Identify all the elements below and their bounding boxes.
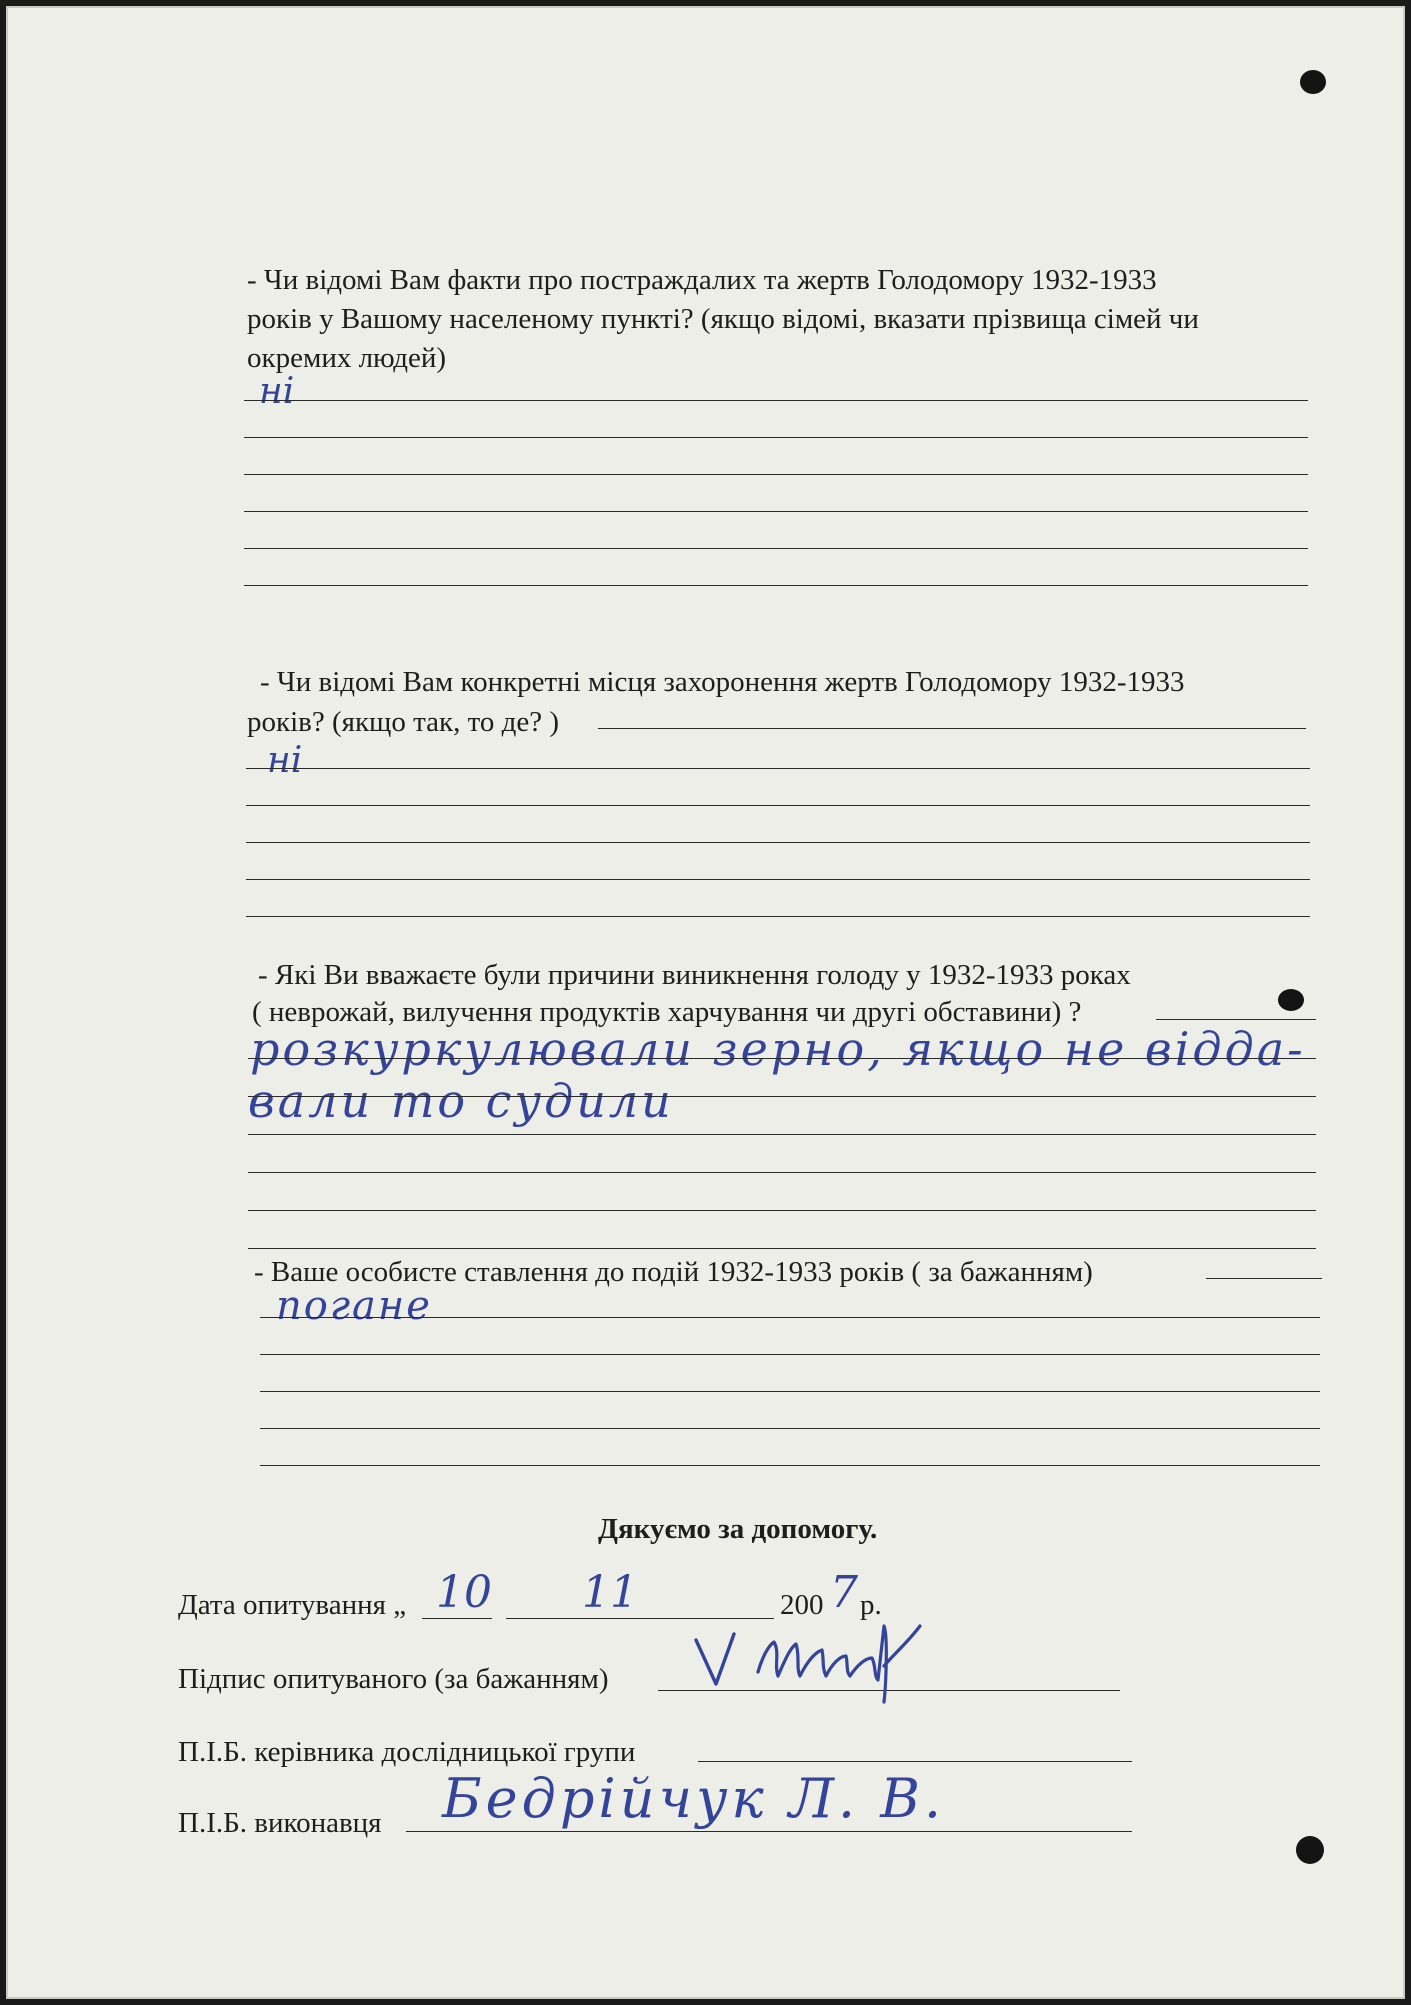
answer-4-line <box>260 1317 1320 1318</box>
date-day-line <box>422 1618 492 1619</box>
punch-hole-middle <box>1278 989 1304 1011</box>
answer-2-handwriting: ні <box>267 740 303 781</box>
date-year-prefix: 200 <box>780 1589 824 1621</box>
thanks-heading: Дякуємо за допомогу. <box>598 1513 878 1545</box>
answer-3-line <box>1156 1019 1316 1020</box>
answer-2-line <box>246 916 1310 917</box>
answer-2-line <box>598 728 1306 729</box>
question-2-line-1: - Чи відомі Вам конкретні місця захоронення жертв Голодомору 1932-1933 <box>260 666 1185 698</box>
signature-image <box>688 1606 948 1706</box>
punch-hole-top <box>1300 70 1326 94</box>
question-2-line-2: років? (якщо так, то де? ) <box>247 706 560 738</box>
answer-2-line <box>246 879 1310 880</box>
question-3-line-2: ( неврожай, вилучення продуктів харчування чи другі обставини) ? <box>252 996 1082 1028</box>
answer-4-line <box>1206 1278 1322 1279</box>
answer-1-line <box>244 437 1308 438</box>
answer-3-line <box>248 1172 1316 1173</box>
answer-3-line <box>248 1096 1316 1097</box>
answer-3-line <box>248 1210 1316 1211</box>
answer-4-handwriting: погане <box>276 1283 432 1329</box>
answer-1-line <box>244 548 1308 549</box>
answer-3-handwriting-line-2: вали то судили <box>248 1074 674 1128</box>
answer-3-line <box>248 1248 1316 1249</box>
answer-1-line <box>244 400 1308 401</box>
answer-2-line <box>246 842 1310 843</box>
date-year-digit: 7 <box>830 1567 858 1618</box>
signature-label: Підпис опитуваного (за бажанням) <box>178 1663 609 1695</box>
answer-4-line <box>260 1428 1320 1429</box>
date-month: 11 <box>582 1567 638 1618</box>
question-1-line-2: років у Вашому населеному пункті? (якщо відомі, вказати прізвища сімей чи <box>247 303 1199 335</box>
answer-2-line <box>246 805 1310 806</box>
question-4-line-1: - Ваше особисте ставлення до подій 1932-1933 років ( за бажанням) <box>254 1256 1093 1288</box>
question-1-line-3: окремих людей) <box>247 342 447 374</box>
document-page <box>6 6 1405 1999</box>
date-year-suffix: р. <box>860 1589 882 1621</box>
performer-handwriting: Бедрійчук Л. В. <box>442 1767 946 1830</box>
answer-2-line <box>246 768 1310 769</box>
date-label: Дата опитування „ <box>178 1589 407 1621</box>
question-1-line-1: - Чи відомі Вам факти про постраждалих та жертв Голодомору 1932-1933 <box>247 264 1157 296</box>
answer-3-line <box>248 1134 1316 1135</box>
leader-label: П.І.Б. керівника дослідницької групи <box>178 1736 636 1768</box>
answer-4-line <box>260 1354 1320 1355</box>
performer-line <box>406 1831 1132 1832</box>
answer-3-line <box>248 1058 1316 1059</box>
answer-1-line <box>244 585 1308 586</box>
answer-1-line <box>244 511 1308 512</box>
answer-1-handwriting: ні <box>259 371 295 412</box>
punch-hole-bottom <box>1296 1836 1324 1864</box>
date-day: 10 <box>436 1567 492 1618</box>
question-3-line-1: - Які Ви вважаєте були причини виникнення голоду у 1932-1933 роках <box>258 959 1131 991</box>
performer-label: П.І.Б. виконавця <box>178 1807 382 1839</box>
answer-1-line <box>244 474 1308 475</box>
answer-4-line <box>260 1391 1320 1392</box>
answer-4-line <box>260 1465 1320 1466</box>
leader-line <box>698 1761 1132 1762</box>
answer-3-handwriting-line-1: розкуркулювали зерно, якщо не відда- <box>250 1022 1306 1076</box>
